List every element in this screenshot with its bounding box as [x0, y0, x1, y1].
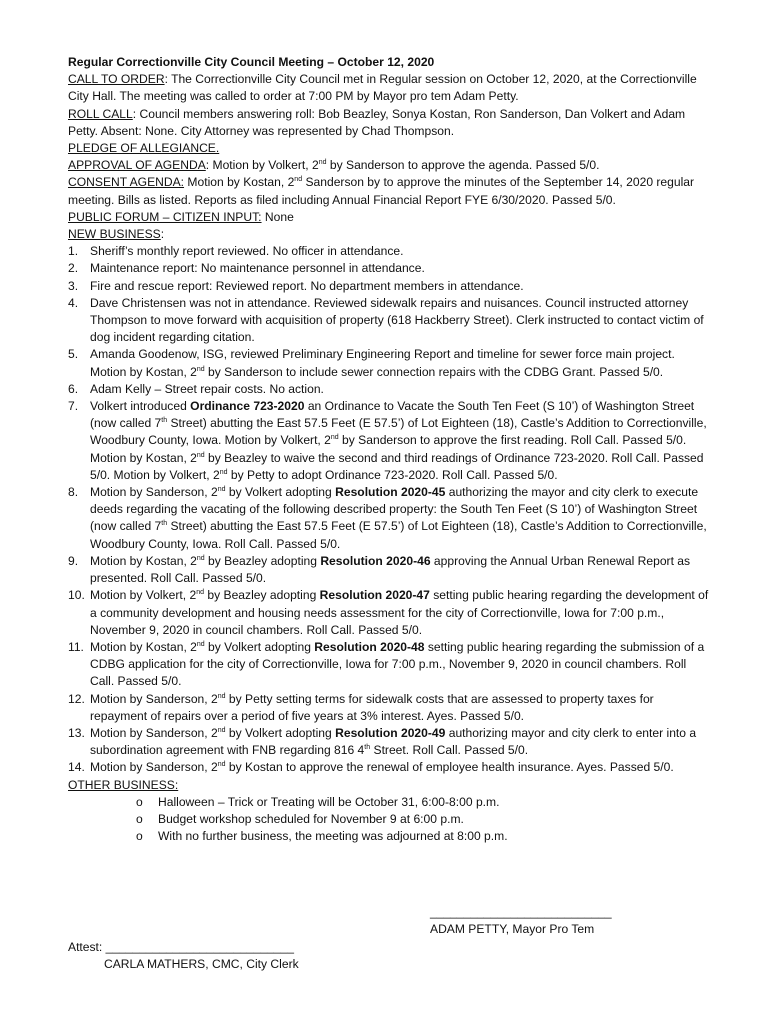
resolution-ref: Resolution 2020-46 — [320, 553, 431, 568]
approval-section: APPROVAL OF AGENDA: Motion by Volkert, 2nd by Sanderson to approve the agenda. Passed 5/0. — [68, 158, 600, 173]
pledge-heading: PLEDGE OF ALLEGIANCE. — [68, 141, 220, 156]
bullet-icon: o — [136, 829, 143, 844]
list-item: 14. Motion by Sanderson, 2nd by Kostan to approve the renewal of employee health insurance. Ayes. Passed 5/0. — [68, 760, 674, 775]
approval-label: APPROVAL OF AGENDA — [68, 158, 206, 173]
list-item: 2. Maintenance report: No maintenance personnel in attendance. — [68, 261, 425, 276]
public-forum-label: PUBLIC FORUM – CITIZEN INPUT: — [68, 209, 262, 224]
list-item: 3. Fire and rescue report: Reviewed report. No department members in attendance. — [68, 278, 524, 293]
bullet-icon: o — [136, 811, 143, 826]
consent-section: CONSENT AGENDA: Motion by Kostan, 2nd Sanderson by to approve the minutes of the September 14, 2020 regular meeting. Bills as listed. Reports as filed including Annual Financial Report FYE 6/30/2020. Passed 5/0. — [68, 175, 695, 207]
other-business-list — [68, 794, 713, 846]
other-business-heading: OTHER BUSINESS: — [68, 777, 179, 792]
list-item: 4. Dave Christensen was not in attendance. Reviewed sidewalk repairs and nuisances. Council instructed attorney Thompson to move forward with acquisition of property (618 Hackberry Street). Clerk instructed to contact victim of dog incident regarding citation. — [68, 295, 704, 345]
resolution-ref: Resolution 2020-49 — [335, 725, 446, 740]
clerk-name: CARLA MATHERS, CMC, City Clerk — [104, 957, 299, 971]
call-to-order-text: : The Correctionville City Council met in Regular session on October 12, 2020, at the Correctionville City Hall. The meeting was called to order at 7:00 PM by Mayor pro tem Adam Petty. — [68, 72, 697, 104]
roll-call-section — [68, 106, 713, 140]
list-item: o Budget workshop scheduled for November 9 at 6:00 p.m. — [68, 811, 713, 828]
new-business-list — [68, 243, 713, 776]
ordinance-ref: Ordinance 723-2020 — [190, 399, 305, 414]
list-item: 12. Motion by Sanderson, 2nd by Petty setting terms for sidewalk costs that are assessed to property taxes for repayment of repairs over a period of five years at 3% interest. Ayes. Passed 5/0. — [68, 691, 654, 723]
list-item: 9. Motion by Kostan, 2nd by Beazley adopting Resolution 2020-46 approving the Annual Urban Renewal Report as presented. Roll Call. Passed 5/0. — [68, 553, 691, 586]
call-to-order-label: CALL TO ORDER — [68, 72, 165, 87]
mayor-signature-line: ___________________________ — [430, 905, 612, 919]
document-title: Regular Correctionville City Council Meeting – October 12, 2020 — [68, 55, 435, 69]
public-forum-section: PUBLIC FORUM – CITIZEN INPUT: None — [68, 209, 294, 224]
resolution-ref: Resolution 2020-48 — [314, 639, 425, 654]
list-item: 13. Motion by Sanderson, 2nd by Volkert adopting Resolution 2020-49 authorizing mayor and city clerk to enter into a subordination agreement with FNB regarding 816 4th Street. Roll Call. Passed 5/0. — [68, 725, 697, 758]
list-item: 8. Motion by Sanderson, 2nd by Volkert adopting Resolution 2020-45 authorizing the mayor and city clerk to execute deeds regarding the vacating of the following described property: the South Ten Feet (S 10’) of Washington Street (now called 7th Street) abutting the East 57.5 Feet (E 57.5’) of Lot Eighteen (18), Castle’s Addition to Correctionville, Woodbury County, Iowa. Roll Call. Passed 5/0. — [68, 485, 707, 551]
list-item: 5. Amanda Goodenow, ISG, reviewed Preliminary Engineering Report and timeline for sewer force main project. Motion by Kostan, 2nd by Sanderson to include sewer connection repairs with the CDBG Grant. Passed 5/0. — [68, 347, 675, 379]
list-item: 11. Motion by Kostan, 2nd by Volkert adopting Resolution 2020-48 setting public hearing regarding the submission of a CDBG application for the city of Correctionville, Iowa for 7:00 p.m., November 9, 2020 in council chambers. Roll Call. Passed 5/0. — [68, 639, 705, 689]
resolution-ref: Resolution 2020-45 — [335, 485, 446, 500]
list-item: 6. Adam Kelly – Street repair costs. No action. — [68, 381, 324, 396]
mayor-name: ADAM PETTY, Mayor Pro Tem — [430, 922, 595, 936]
new-business-heading: NEW BUSINESS: — [68, 227, 165, 242]
list-item: o With no further business, the meeting was adjourned at 8:00 p.m. — [68, 828, 713, 845]
list-item: 7. Volkert introduced Ordinance 723-2020 an Ordinance to Vacate the South Ten Feet (S 10’) of Washington Street (now called 7th Street) abutting the East 57.5 Feet (E 57.5’) of Lot Eighteen (18), Castle’s Addition to Correctionville, Woodbury County, Iowa. Motion by Volkert, 2nd by Sanderson to approve the first reading. Roll Call. Passed 5/0. Motion by Kostan, 2nd by Beazley to waive the second and third readings of Ordinance 723-2020. Roll Call. Passed 5/0. Motion by Volkert, 2nd by Petty to adopt Ordinance 723-2020. Roll Call. Passed 5/0. — [68, 399, 707, 482]
call-to-order-section — [68, 71, 713, 105]
list-item: 1. Sheriff’s monthly report reviewed. No officer in attendance. — [68, 244, 404, 259]
minutes-body — [68, 54, 713, 845]
list-item: 10. Motion by Volkert, 2nd by Beazley adopting Resolution 2020-47 setting public hearing regarding the development of a community development and housing needs assessment for the city of Correctionville, Iowa for 7:00 p.m., November 9, 2020 in council chambers. Roll Call. Passed 5/0. — [68, 588, 709, 637]
attest-line: Attest: ____________________________ — [68, 940, 294, 954]
roll-call-text: : Council members answering roll: Bob Beazley, Sonya Kostan, Ron Sanderson, Dan Volkert and Adam Petty. Absent: None. City Attorney was represented by Chad Thompson. — [68, 106, 686, 138]
list-item: o Halloween – Trick or Treating will be October 31, 6:00-8:00 p.m. — [68, 794, 713, 811]
bullet-icon: o — [136, 794, 143, 809]
resolution-ref: Resolution 2020-47 — [319, 588, 430, 603]
consent-label: CONSENT AGENDA: — [68, 175, 185, 190]
roll-call-label: ROLL CALL — [68, 106, 133, 121]
